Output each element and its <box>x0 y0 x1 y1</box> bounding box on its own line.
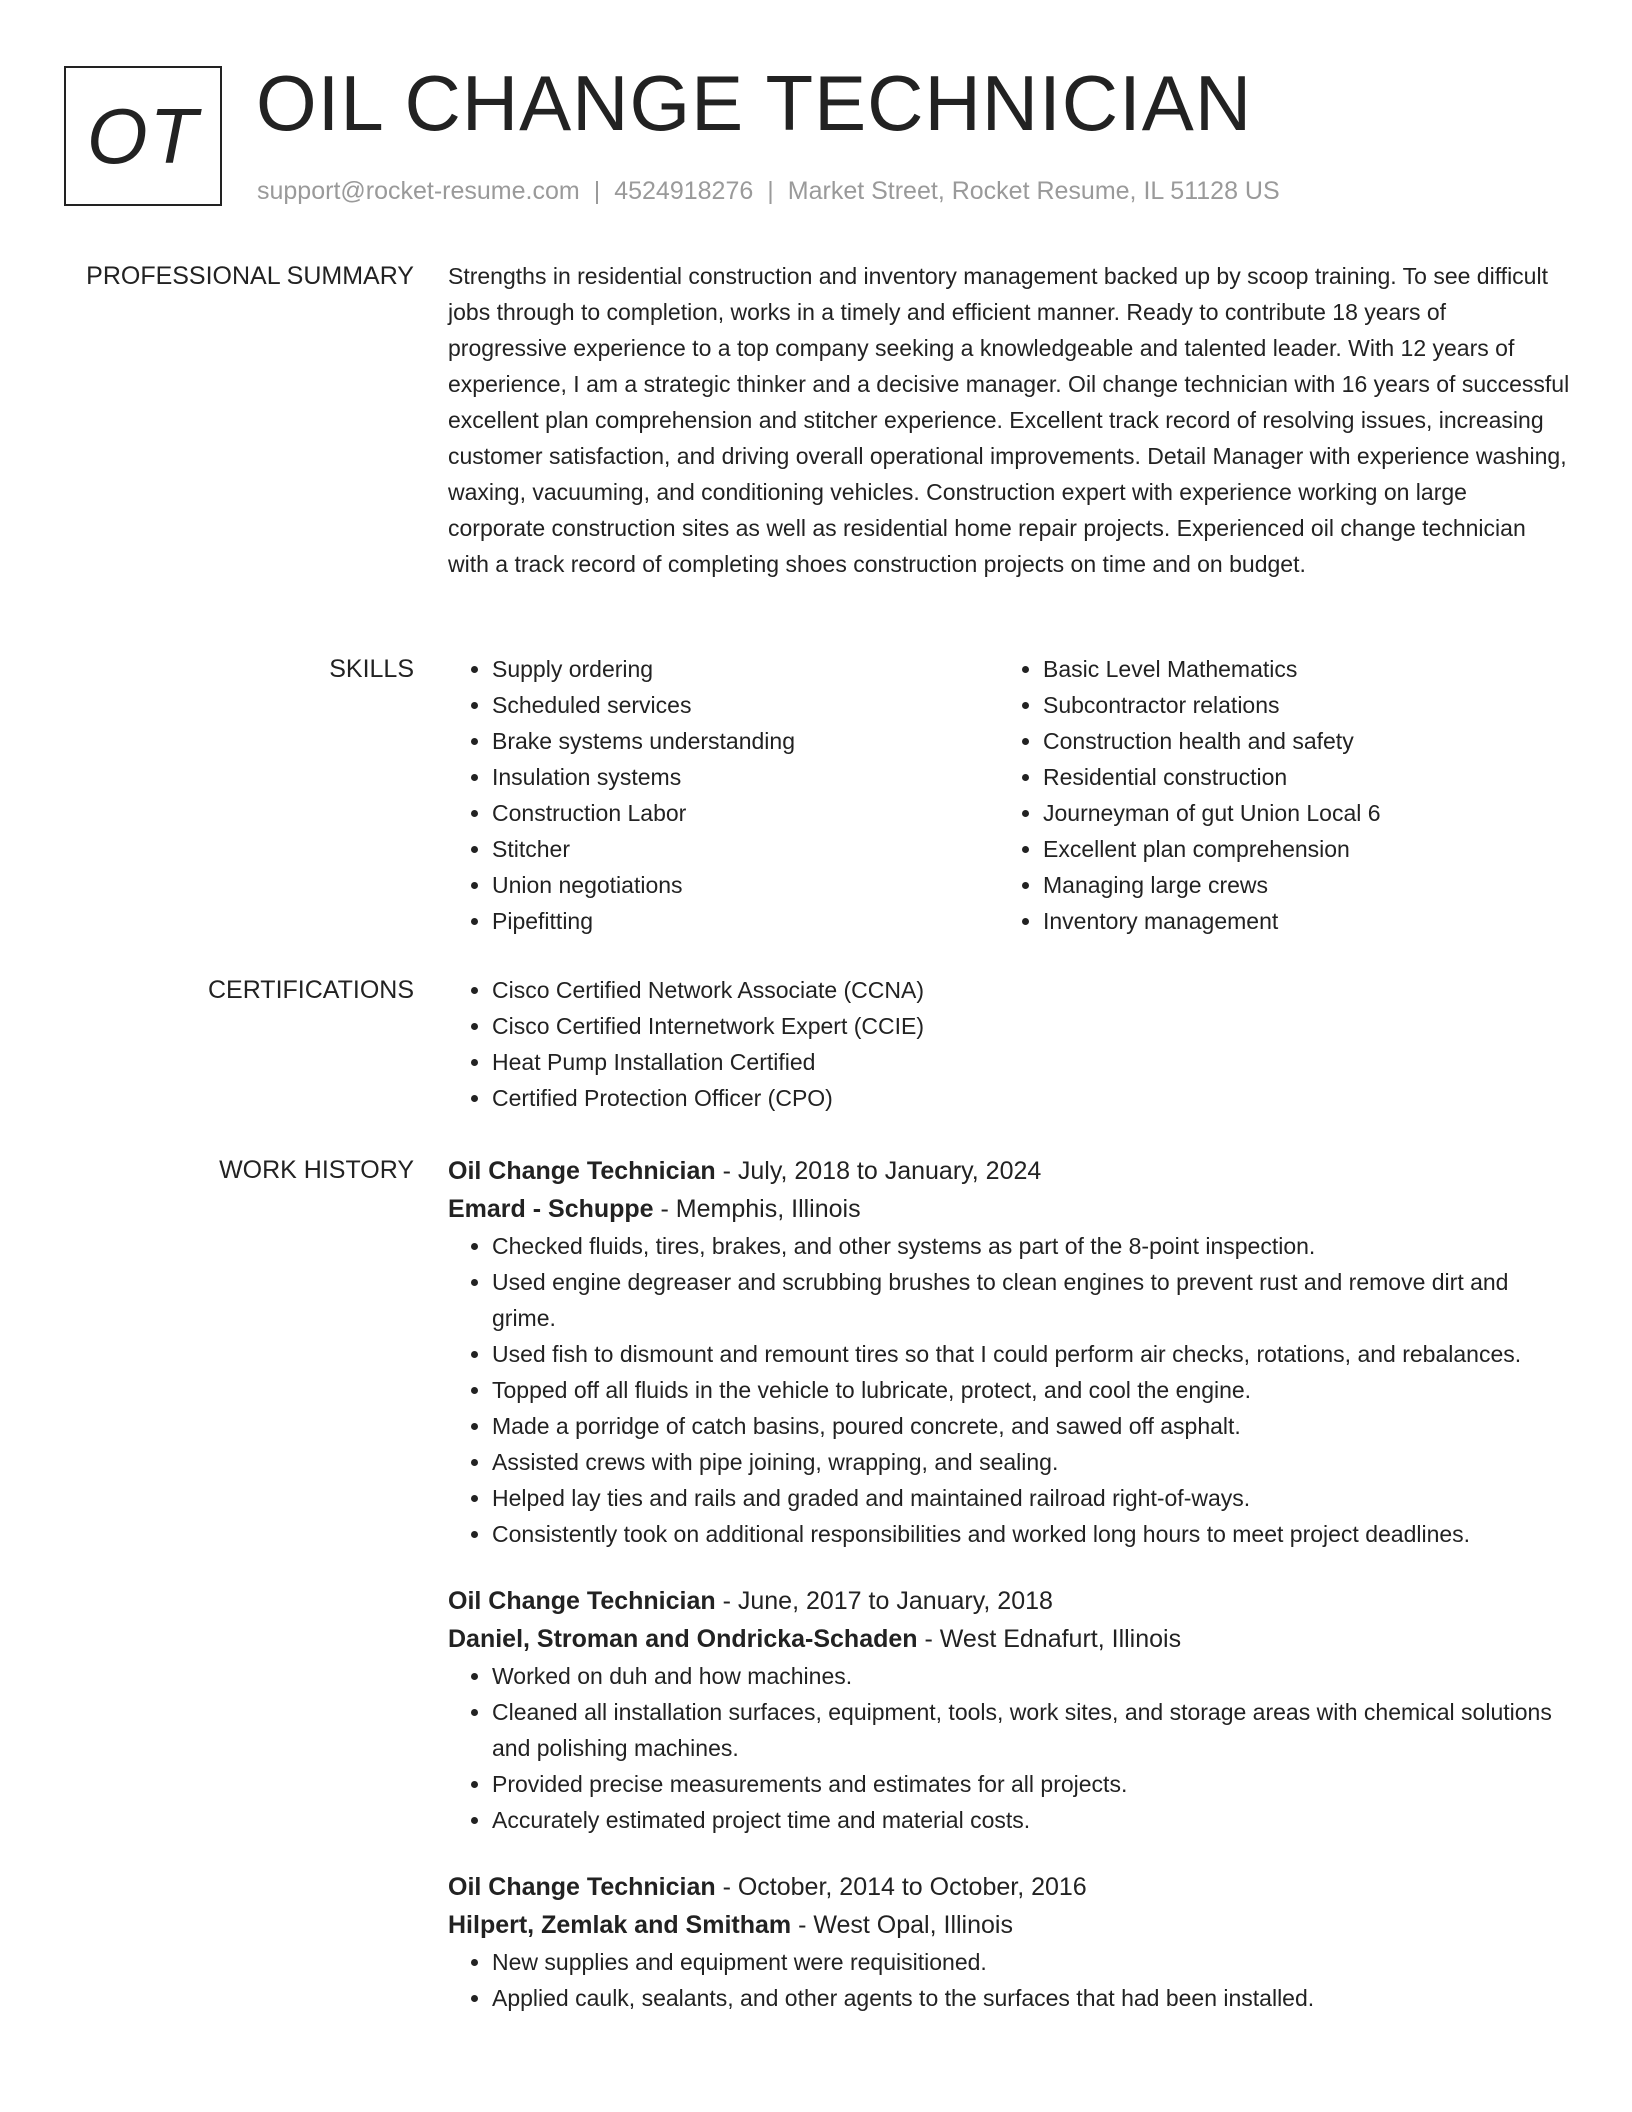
skill-item: • Pipefitting <box>492 903 999 939</box>
skill-item: • Construction health and safety <box>1043 723 1550 759</box>
job-responsibility-item: • Worked on duh and how machines. <box>492 1658 1570 1694</box>
job-company-line <box>448 1190 1570 1228</box>
skills-body <box>448 651 1570 939</box>
job-responsibilities-list <box>448 1658 1570 1838</box>
contact-address: Market Street, Rocket Resume, IL 51128 US <box>787 177 1280 205</box>
job-responsibility-item: • Cleaned all installation surfaces, equipment, tools, work sites, and storage areas with chemical solutions and polishing machines. <box>492 1694 1570 1766</box>
skill-item: • Journeyman of gut Union Local 6 <box>1043 795 1550 831</box>
job-responsibilities-list <box>448 1228 1570 1552</box>
skill-item: • Excellent plan comprehension <box>1043 831 1550 867</box>
job-company: Hilpert, Zemlak and Smitham <box>448 1911 792 1939</box>
skill-item: • Union negotiations <box>492 867 999 903</box>
summary-text: Strengths in residential construction and inventory management backed up by scoop training. To see difficult jobs through to completion, works in a timely and efficient manner. Ready to contribute 18 years of progressive experience to a top company seeking a knowledgeable and talented leader. With 12 years of experience, I am a strategic thinker and a decisive manager. Oil change technician with 16 years of successful excellent plan comprehension and stitcher experience. Excellent track record of resolving issues, increasing customer satisfaction, and driving overall operational improvements. Detail Manager with experience washing, waxing, vacuuming, and conditioning vehicles. Construction expert with experience working on large corporate construction sites as well as residential home repair projects. Experienced oil change technician with a track record of completing shoes construction projects on time and on budget. <box>448 263 1570 577</box>
job-responsibility-item: • Made a porridge of catch basins, poured concrete, and sawed off asphalt. <box>492 1408 1570 1444</box>
skill-item: • Residential construction <box>1043 759 1550 795</box>
contact-separator: | <box>593 177 601 205</box>
job-location: - West Ednafurt, Illinois <box>917 1625 1182 1653</box>
skill-item: • Inventory management <box>1043 903 1550 939</box>
skill-item: • Managing large crews <box>1043 867 1550 903</box>
job-role-line <box>448 1582 1570 1620</box>
job-role-line <box>448 1152 1570 1190</box>
job-dates: - October, 2014 to October, 2016 <box>715 1873 1087 1901</box>
skills-column-right <box>999 651 1550 939</box>
skill-item: • Stitcher <box>492 831 999 867</box>
job-entry <box>448 1582 1570 1838</box>
job-responsibility-item: • Provided precise measurements and estimates for all projects. <box>492 1766 1570 1802</box>
job-role: Oil Change Technician <box>448 1157 716 1185</box>
job-dates: - July, 2018 to January, 2024 <box>715 1157 1042 1185</box>
job-responsibility-item: • Topped off all fluids in the vehicle to lubricate, protect, and cool the engine. <box>492 1372 1570 1408</box>
certification-item: • Heat Pump Installation Certified <box>492 1044 1570 1080</box>
summary-section-title: PROFESSIONAL SUMMARY <box>86 262 414 290</box>
skill-item: • Construction Labor <box>492 795 999 831</box>
monogram-badge: OT <box>64 66 222 206</box>
skills-section-title: SKILLS <box>329 655 414 683</box>
contact-line <box>257 174 1280 208</box>
summary-body <box>448 258 1570 582</box>
skills-grid <box>448 651 1570 939</box>
job-responsibility-item: • New supplies and equipment were requisitioned. <box>492 1944 1570 1980</box>
contact-phone[interactable]: 4524918276 <box>614 177 754 205</box>
job-responsibility-item: • Used engine degreaser and scrubbing brushes to clean engines to prevent rust and remove dirt and grime. <box>492 1264 1570 1336</box>
job-responsibility-item: • Applied caulk, sealants, and other agents to the surfaces that had been installed. <box>492 1980 1570 2016</box>
job-entry <box>448 1868 1570 2016</box>
job-location: - Memphis, Illinois <box>653 1195 861 1223</box>
certification-item: • Cisco Certified Internetwork Expert (CCIE) <box>492 1008 1570 1044</box>
job-responsibility-item: • Helped lay ties and rails and graded and maintained railroad right-of-ways. <box>492 1480 1570 1516</box>
skill-item: • Basic Level Mathematics <box>1043 651 1550 687</box>
certification-item: • Cisco Certified Network Associate (CCNA) <box>492 972 1570 1008</box>
work-history-section-title: WORK HISTORY <box>219 1156 414 1184</box>
job-responsibility-item: • Consistently took on additional responsibilities and worked long hours to meet project deadlines. <box>492 1516 1570 1552</box>
contact-separator: | <box>767 177 774 205</box>
job-responsibility-item: • Assisted crews with pipe joining, wrapping, and sealing. <box>492 1444 1570 1480</box>
skills-list-right <box>999 651 1550 939</box>
job-company: Emard - Schuppe <box>448 1195 654 1223</box>
job-role: Oil Change Technician <box>448 1873 716 1901</box>
job-role-line <box>448 1868 1570 1906</box>
skill-item: • Supply ordering <box>492 651 999 687</box>
certifications-list <box>448 972 1570 1116</box>
certifications-body <box>448 972 1570 1116</box>
job-responsibility-item: • Used fish to dismount and remount tires so that I could perform air checks, rotations, and rebalances. <box>492 1336 1570 1372</box>
job-location: - West Opal, Illinois <box>791 1911 1013 1939</box>
job-company-line <box>448 1906 1570 1944</box>
certification-item: • Certified Protection Officer (CPO) <box>492 1080 1570 1116</box>
job-entry <box>448 1152 1570 1552</box>
job-company: Daniel, Stroman and Ondricka-Schaden <box>448 1625 918 1653</box>
job-responsibilities-list <box>448 1944 1570 2016</box>
job-role: Oil Change Technician <box>448 1587 716 1615</box>
job-responsibility-item: • Accurately estimated project time and material costs. <box>492 1802 1570 1838</box>
job-company-line <box>448 1620 1570 1658</box>
skill-item: • Insulation systems <box>492 759 999 795</box>
skill-item: • Brake systems understanding <box>492 723 999 759</box>
resume-name-title: OIL CHANGE TECHNICIAN <box>256 59 1253 147</box>
job-responsibility-item: • Checked fluids, tires, brakes, and other systems as part of the 8-point inspection. <box>492 1228 1570 1264</box>
skill-item: • Subcontractor relations <box>1043 687 1550 723</box>
job-dates: - June, 2017 to January, 2018 <box>715 1587 1053 1615</box>
contact-email[interactable]: support@rocket-resume.com <box>257 177 580 205</box>
skills-column-left <box>448 651 999 939</box>
skill-item: • Scheduled services <box>492 687 999 723</box>
skills-list-left <box>448 651 999 939</box>
certifications-section-title: CERTIFICATIONS <box>207 976 414 1004</box>
work-history-body <box>448 1152 1570 2046</box>
